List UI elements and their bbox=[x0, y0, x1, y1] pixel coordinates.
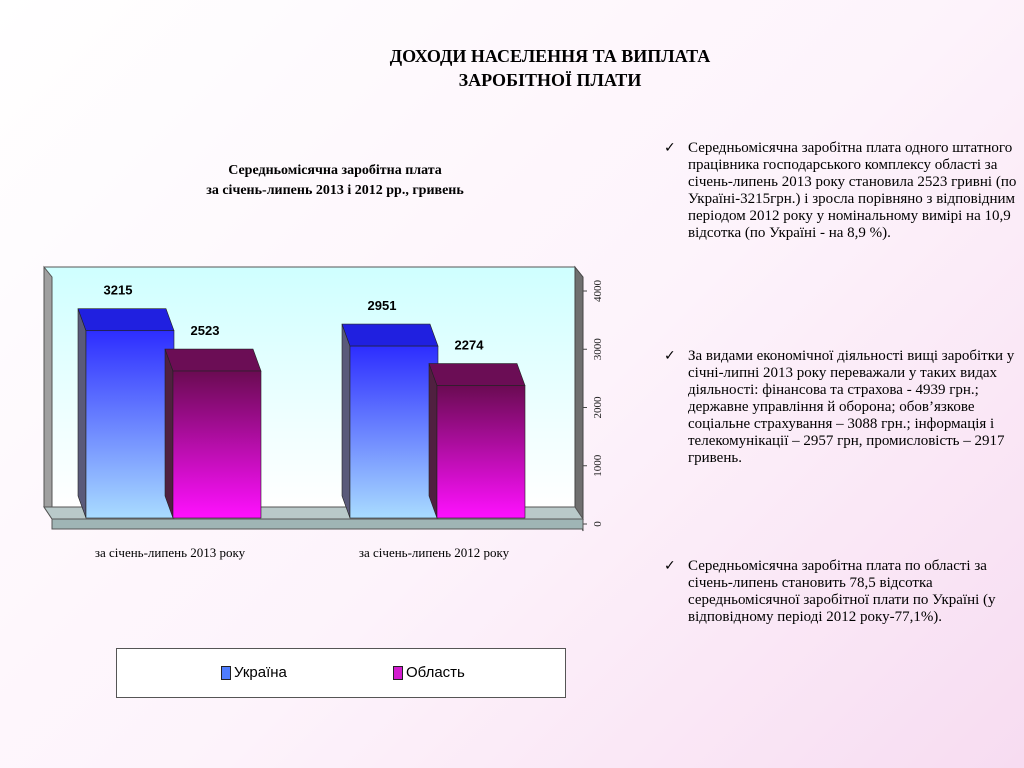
bar-top bbox=[78, 309, 174, 331]
chart-floor-edge bbox=[52, 519, 583, 529]
bullet-text: За видами економічної діяльності вищі заробітки у січні-липні 2013 року переважали у таких видах діяльності: фінансова та страхова - 4939 грн.; державне управління й оборона; обов’язкове соціальне страхування – 3088 грн.; інформація і телекомунікації – 2957 грн, промисловість – 2917 гривень. bbox=[688, 348, 1015, 466]
legend-label-oblast: Область bbox=[406, 664, 465, 681]
chart-left-wall bbox=[44, 267, 52, 519]
bar-front bbox=[86, 331, 174, 518]
legend-swatch-oblast bbox=[393, 666, 403, 680]
bar-side bbox=[342, 324, 350, 518]
checkmark-icon: ✓ bbox=[664, 558, 676, 574]
data-label: 3215 bbox=[103, 282, 133, 298]
legend-item-oblast bbox=[393, 664, 465, 681]
bar-top bbox=[165, 349, 261, 371]
data-label: 2523 bbox=[190, 323, 220, 339]
y-axis-tick-label: 2000 bbox=[592, 396, 604, 419]
data-label: 2274 bbox=[454, 337, 484, 353]
bar-top bbox=[429, 364, 525, 386]
checkmark-icon: ✓ bbox=[664, 348, 676, 364]
x-axis-category-label: за січень-липень 2013 року bbox=[94, 545, 246, 560]
x-axis-category-label: за січень-липень 2012 року bbox=[358, 545, 510, 560]
chart-title bbox=[120, 161, 550, 201]
bar-front bbox=[350, 346, 438, 518]
chart-title-line-2: за січень-липень 2013 і 2012 рр., гривень bbox=[206, 183, 464, 198]
chart-side-wall bbox=[575, 267, 583, 531]
bullet-text: Середньомісячна заробітна плата по області за січень-липень становить 78,5 відсотка середньомісячної заробітної плати по Україні (у відповідному періоді 2012 року-77,1%). bbox=[688, 558, 996, 625]
bar-chart bbox=[30, 255, 630, 575]
slide-title bbox=[250, 44, 850, 92]
y-axis-tick-label: 4000 bbox=[592, 280, 604, 302]
chart-legend bbox=[116, 648, 566, 698]
y-axis-tick-label: 1000 bbox=[592, 454, 604, 477]
bullet-text: Середньомісячна заробітна плата одного штатного працівника господарського комплексу області за січень-липень 2013 року становила 2523 гривні (по Україні-3215грн.) і зросла порівняно з відповідним періодом 2012 року у номінальному вимірі на 10,9 відсотка (по Україні - на 8,9 %). bbox=[688, 140, 1017, 241]
y-axis-tick-label: 3000 bbox=[592, 338, 604, 361]
chart-title-line-1: Середньомісячна заробітна плата bbox=[228, 163, 442, 178]
slide-title-line-1: ДОХОДИ НАСЕЛЕННЯ ТА ВИПЛАТА bbox=[389, 46, 711, 66]
legend-label-ukraine: Україна bbox=[234, 664, 287, 681]
slide-title-line-2: ЗАРОБІТНОЇ ПЛАТИ bbox=[458, 70, 642, 90]
bar-side bbox=[165, 349, 173, 518]
legend-item-ukraine bbox=[221, 664, 287, 681]
bar-side bbox=[78, 309, 86, 518]
bullet-item bbox=[664, 140, 1024, 242]
bullet-item bbox=[664, 348, 1024, 467]
bar-front bbox=[173, 371, 261, 518]
bar-front bbox=[437, 386, 525, 518]
bar-top bbox=[342, 324, 438, 346]
legend-swatch-ukraine bbox=[221, 666, 231, 680]
bar-side bbox=[429, 364, 437, 518]
checkmark-icon: ✓ bbox=[664, 140, 676, 156]
y-axis-tick-label: 0 bbox=[592, 521, 604, 527]
data-label: 2951 bbox=[367, 298, 397, 314]
bullet-item bbox=[664, 558, 1024, 626]
